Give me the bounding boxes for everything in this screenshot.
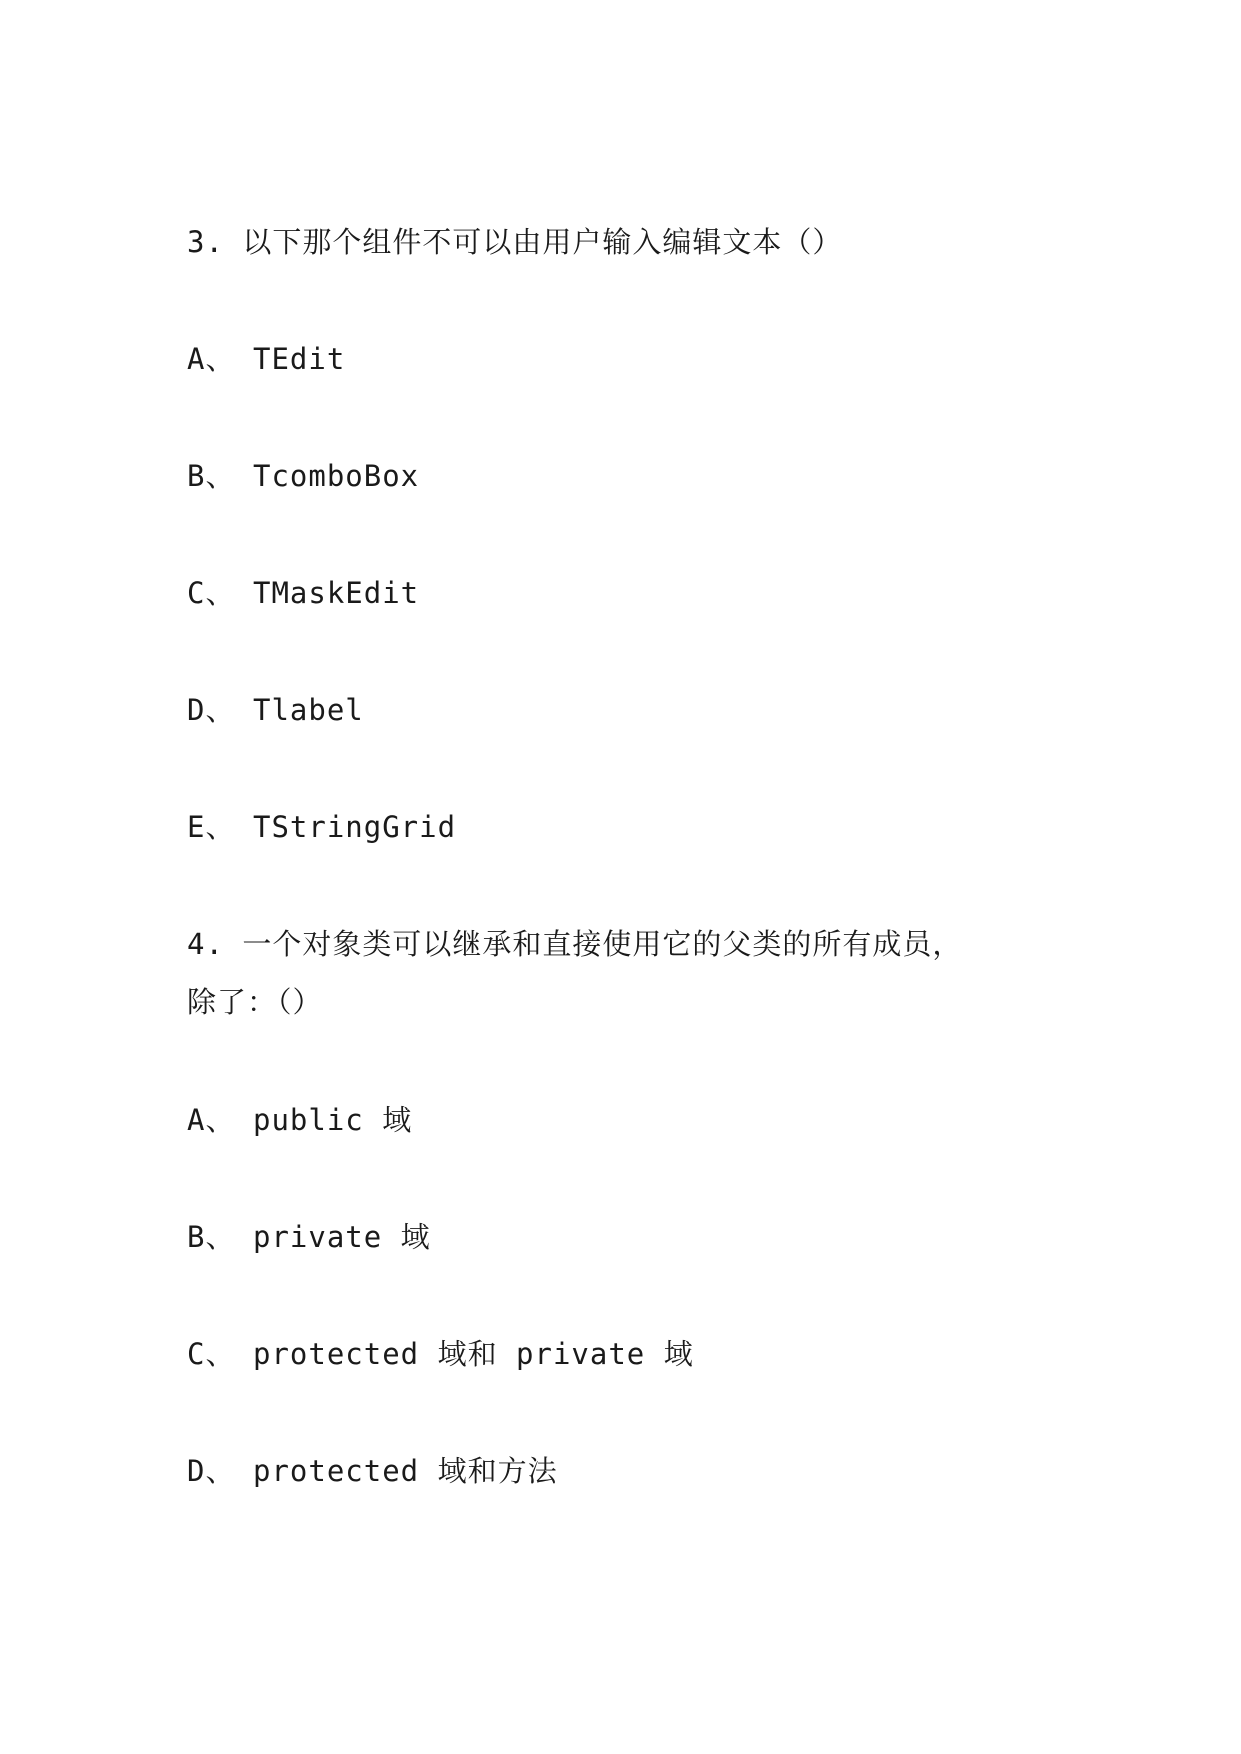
- question-4-option-c: [187, 1336, 694, 1372]
- question-3-option-c: [187, 575, 419, 611]
- option-text: private 域: [253, 1220, 431, 1254]
- question-3-stem: 3. 以下那个组件不可以由用户输入编辑文本（）: [187, 225, 843, 259]
- option-text: protected 域和方法: [253, 1454, 558, 1488]
- option-letter: C、: [187, 1337, 236, 1371]
- question-4-option-d: [187, 1453, 558, 1489]
- option-text: TMaskEdit: [253, 576, 420, 610]
- question-3-option-b: [187, 458, 419, 494]
- option-text: protected 域和 private 域: [253, 1337, 694, 1371]
- question-3-option-a: [187, 341, 345, 377]
- question-4-stem-line-1: 4. 一个对象类可以继承和直接使用它的父类的所有成员，: [187, 927, 963, 961]
- option-letter: E、: [187, 810, 236, 844]
- option-letter: A、: [187, 342, 236, 376]
- question-3-option-e: [187, 809, 456, 845]
- question-4-option-b: [187, 1219, 431, 1255]
- question-4-option-a: [187, 1102, 412, 1138]
- option-text: Tlabel: [253, 693, 364, 727]
- option-text: TStringGrid: [253, 810, 457, 844]
- question-3-option-d: [187, 692, 364, 728]
- question-4-stem-line-2: 除了：（）: [187, 985, 323, 1019]
- option-letter: D、: [187, 693, 236, 727]
- option-letter: B、: [187, 1220, 236, 1254]
- option-text: public 域: [253, 1103, 413, 1137]
- option-letter: C、: [187, 576, 236, 610]
- option-letter: A、: [187, 1103, 236, 1137]
- option-text: TEdit: [253, 342, 346, 376]
- option-letter: B、: [187, 459, 236, 493]
- option-text: TcomboBox: [253, 459, 420, 493]
- option-letter: D、: [187, 1454, 236, 1488]
